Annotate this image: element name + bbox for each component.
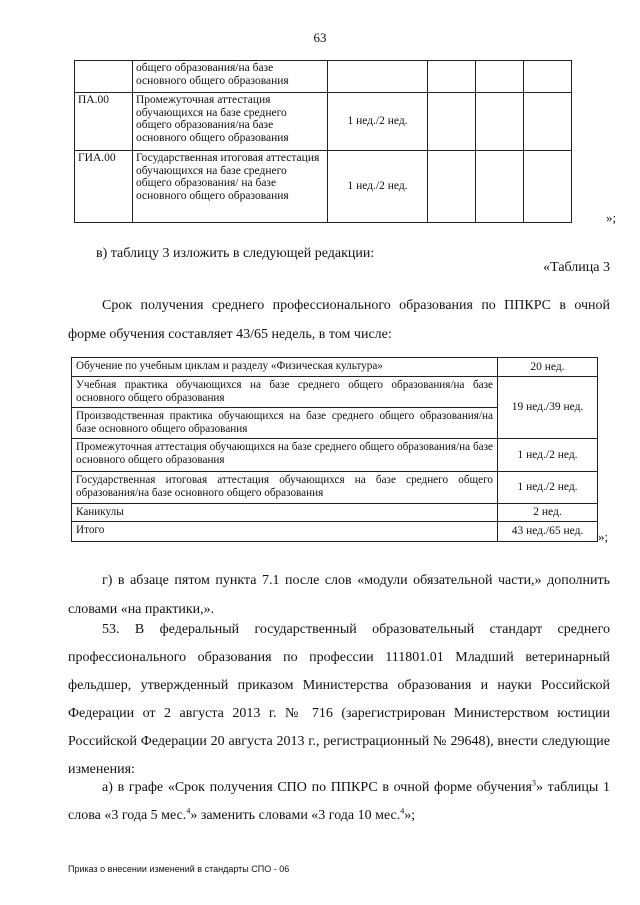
footnote-ref-3: 3 <box>531 778 536 788</box>
table-cell-value: 19 нед./39 нед. <box>498 377 598 439</box>
table-cell-value: 1 нед./2 нед. <box>498 439 598 472</box>
paragraph-a-text-4: »; <box>404 808 416 823</box>
table-cell-code: ПА.00 <box>75 93 133 151</box>
table-cell-empty <box>428 61 476 93</box>
paragraph-a-text-3: » заменить словами «3 года 10 мес. <box>190 808 401 823</box>
table-cell-value: 1 нед./2 нед. <box>328 151 428 223</box>
table-cell-value: 43 нед./65 нед. <box>498 522 598 542</box>
table-3-closing-quote: »; <box>598 529 609 544</box>
table-cell-value: 2 нед. <box>498 504 598 522</box>
paragraph-g: г) в абзаце пятом пункта 7.1 после слов «модули обязательной части,» дополнить словами «на практики,». <box>68 573 610 617</box>
table-row <box>75 61 572 93</box>
table-1-closing-quote: »; <box>606 210 617 225</box>
footnote-ref-4: 4 <box>186 806 191 816</box>
table-cell-value: 1 нед./2 нед. <box>498 472 598 504</box>
table-cell-label: Обучение по учебным циклам и разделу «Физическая культура» <box>72 358 498 377</box>
paragraph-v: в) таблицу 3 изложить в следующей редакции: <box>96 246 375 261</box>
footnote-ref-4: 4 <box>400 806 405 816</box>
paragraph-53: 53. В федеральный государственный образовательный стандарт среднего профессионального образования по профессии 111801.01 Младший ветеринарный фельдшер, утвержденный приказом Министерства образования и науки Российской Федерации от 2 августа 2013 г. № 716 (зарегистрирован Министерством юстиции Российской Федерации 20 августа 2013 г., регистрационный № 29648), внести следующие изменения: <box>68 622 610 777</box>
table-cell-label: Промежуточная аттестация обучающихся на базе среднего общего образования/на базе основного общего образования <box>72 439 498 472</box>
table-cell-name: Промежуточная аттестация обучающихся на базе среднего общего образования/на базе основного общего образования <box>133 93 328 151</box>
table-3-caption: «Таблица 3 <box>543 260 610 275</box>
table-row <box>72 377 598 408</box>
table-cell-value <box>328 61 428 93</box>
table-3 <box>71 357 598 542</box>
table-cell-empty <box>428 151 476 223</box>
table-row <box>72 439 598 472</box>
table-row <box>75 93 572 151</box>
table-1-continuation <box>74 60 572 223</box>
paragraph-a-text-1: а) в графе «Срок получения СПО по ППКРС в очной форме обучения <box>102 780 532 795</box>
page-footer: Приказ о внесении изменений в стандарты СПО - 06 <box>68 864 290 874</box>
table-cell-label: Каникулы <box>72 504 498 522</box>
table-cell-empty <box>524 93 572 151</box>
paragraph-a <box>68 774 610 830</box>
paragraph-srok: Срок получения среднего профессионального образования по ППКРС в очной форме обучения составляет 43/65 недель, в том числе: <box>68 298 610 342</box>
table-cell-value: 20 нед. <box>498 358 598 377</box>
table-cell-label: Итого <box>72 522 498 542</box>
table-cell-code: ГИА.00 <box>75 151 133 223</box>
table-cell-label: Производственная практика обучающихся на базе среднего общего образования/на базе основного общего образования <box>72 408 498 439</box>
table-cell-empty <box>476 151 524 223</box>
table-cell-empty <box>524 151 572 223</box>
table-cell-name: Государственная итоговая аттестация обучающихся на базе среднего общего образования/ на базе основного общего образования <box>133 151 328 223</box>
table-row <box>72 472 598 504</box>
table-cell-empty <box>524 61 572 93</box>
table-cell-empty <box>476 61 524 93</box>
table-cell-label: Государственная итоговая аттестация обучающихся на базе среднего общего образования/на базе основного общего образования <box>72 472 498 504</box>
table-row <box>72 504 598 522</box>
table-cell-empty <box>428 93 476 151</box>
table-cell-name: общего образования/на базе основного общего образования <box>133 61 328 93</box>
table-cell-value: 1 нед./2 нед. <box>328 93 428 151</box>
table-cell-label: Учебная практика обучающихся на базе среднего общего образования/на базе основного общего образования <box>72 377 498 408</box>
table-row <box>72 358 598 377</box>
table-cell-code <box>75 61 133 93</box>
paragraph-a-text-2: » таблицы 1 слова «3 года 5 мес. <box>68 780 611 823</box>
table-cell-empty <box>476 93 524 151</box>
page-number: 63 <box>313 30 327 45</box>
table-row <box>75 151 572 223</box>
table-row <box>72 522 598 542</box>
